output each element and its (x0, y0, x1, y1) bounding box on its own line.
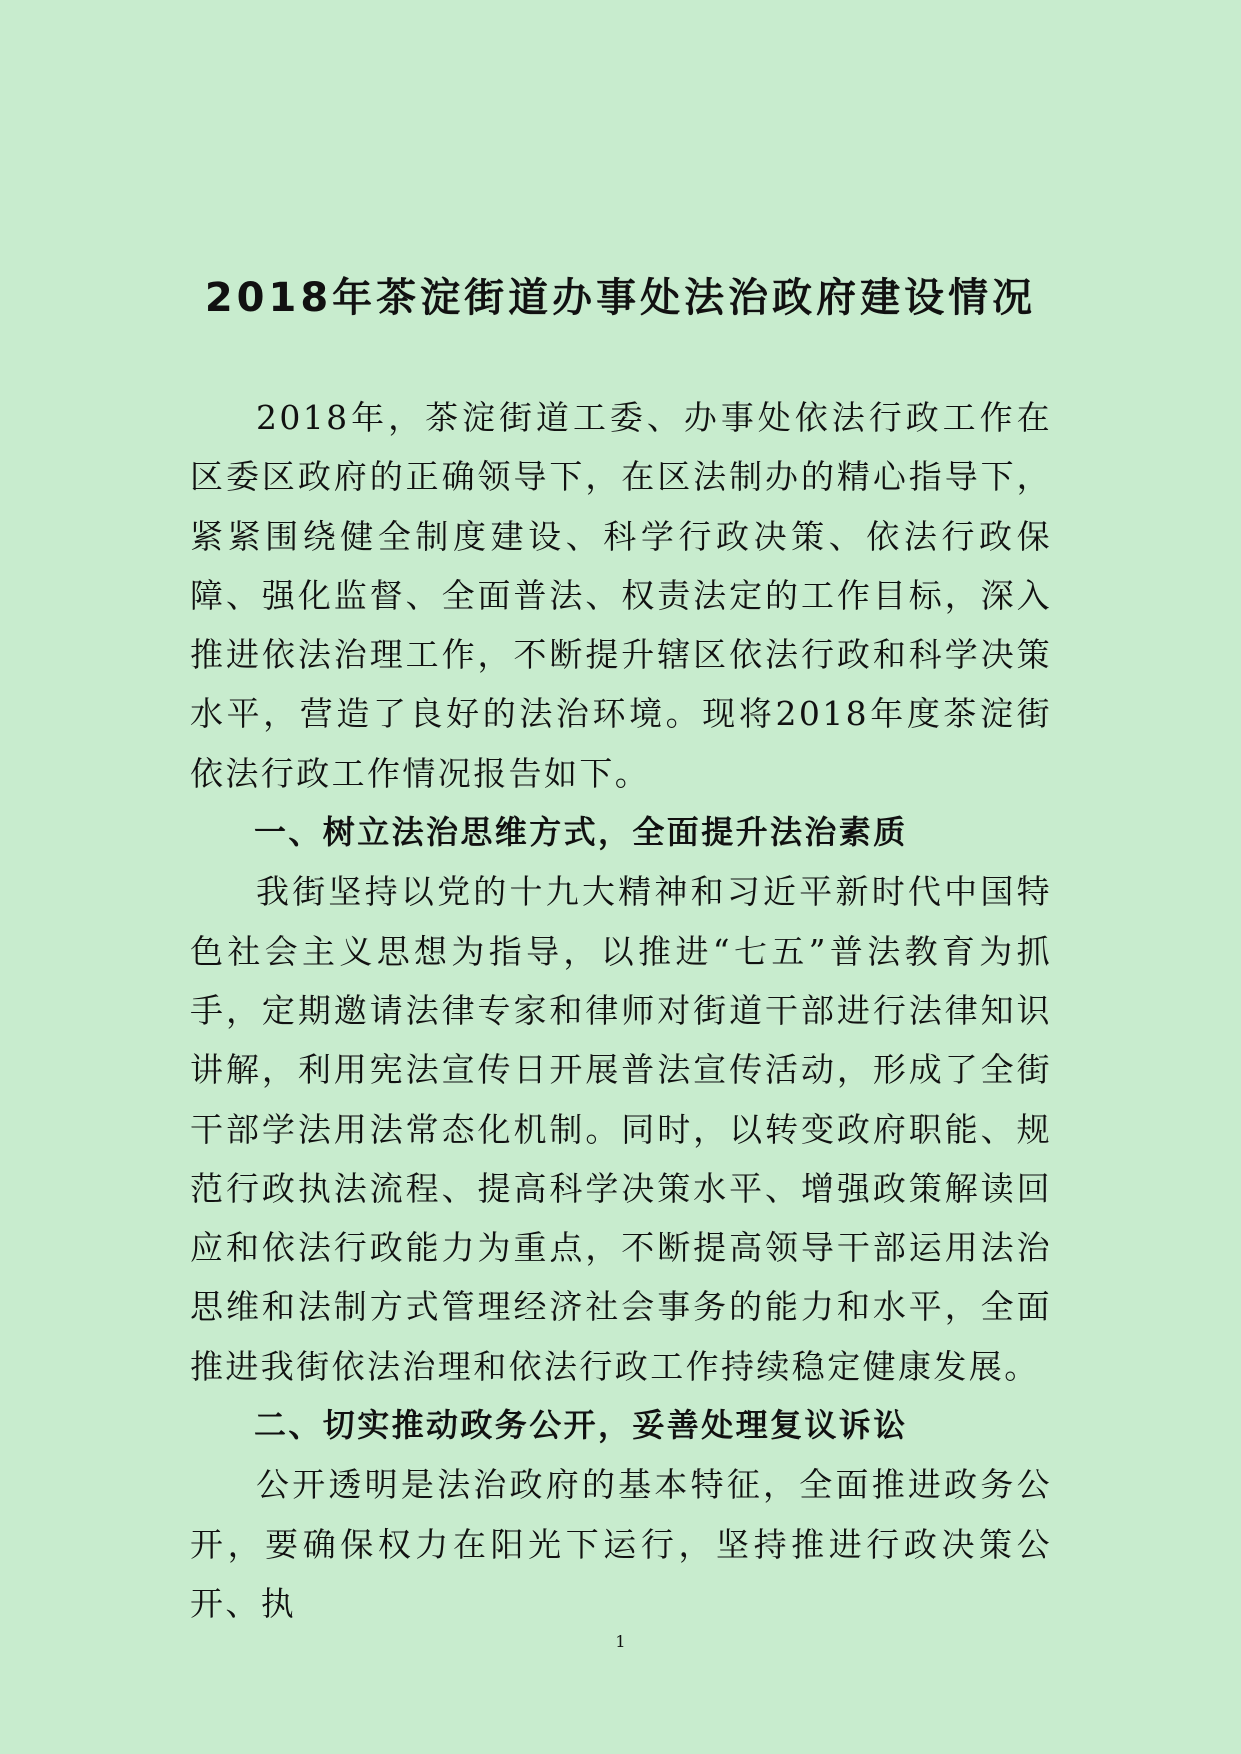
intro-paragraph: 2018年，茶淀街道工委、办事处依法行政工作在区委区政府的正确领导下，在区法制办的精心指导下，紧紧围绕健全制度建设、科学行政决策、依法行政保障、强化监督、全面普法、权责法定的工作目标，深入推进依法治理工作，不断提升辖区依法行政和科学决策水平，营造了良好的法治环境。现将2018年度茶淀街依法行政工作情况报告如下。 (190, 398, 1052, 793)
section-paragraph-2: 公开透明是法治政府的基本特征，全面推进政务公开，要确保权力在阳光下运行，坚持推进行政决策公开、执 (190, 1465, 1052, 1623)
document-title: 2018年茶淀街道办事处法治政府建设情况 (204, 275, 1037, 321)
section-paragraph-1: 我街坚持以党的十九大精神和习近平新时代中国特色社会主义思想为指导，以推进“七五”普法教育为抓手，定期邀请法律专家和律师对街道干部进行法律知识讲解，利用宪法宣传日开展普法宣传活动，形成了全街干部学法用法常态化机制。同时，以转变政府职能、规范行政执法流程、提高科学决策水平、增强政策解读回应和依法行政能力为重点，不断提高领导干部运用法治思维和法制方式管理经济社会事务的能力和水平，全面推进我街依法治理和依法行政工作持续稳定健康发展。 (190, 872, 1052, 1386)
section-heading-1: 一、树立法治思维方式，全面提升法治素质 (254, 813, 908, 852)
page-number: 1 (615, 1632, 626, 1651)
document-body (190, 388, 1052, 1633)
section-heading-2: 二、切实推动政务公开，妥善处理复议诉讼 (254, 1406, 908, 1445)
